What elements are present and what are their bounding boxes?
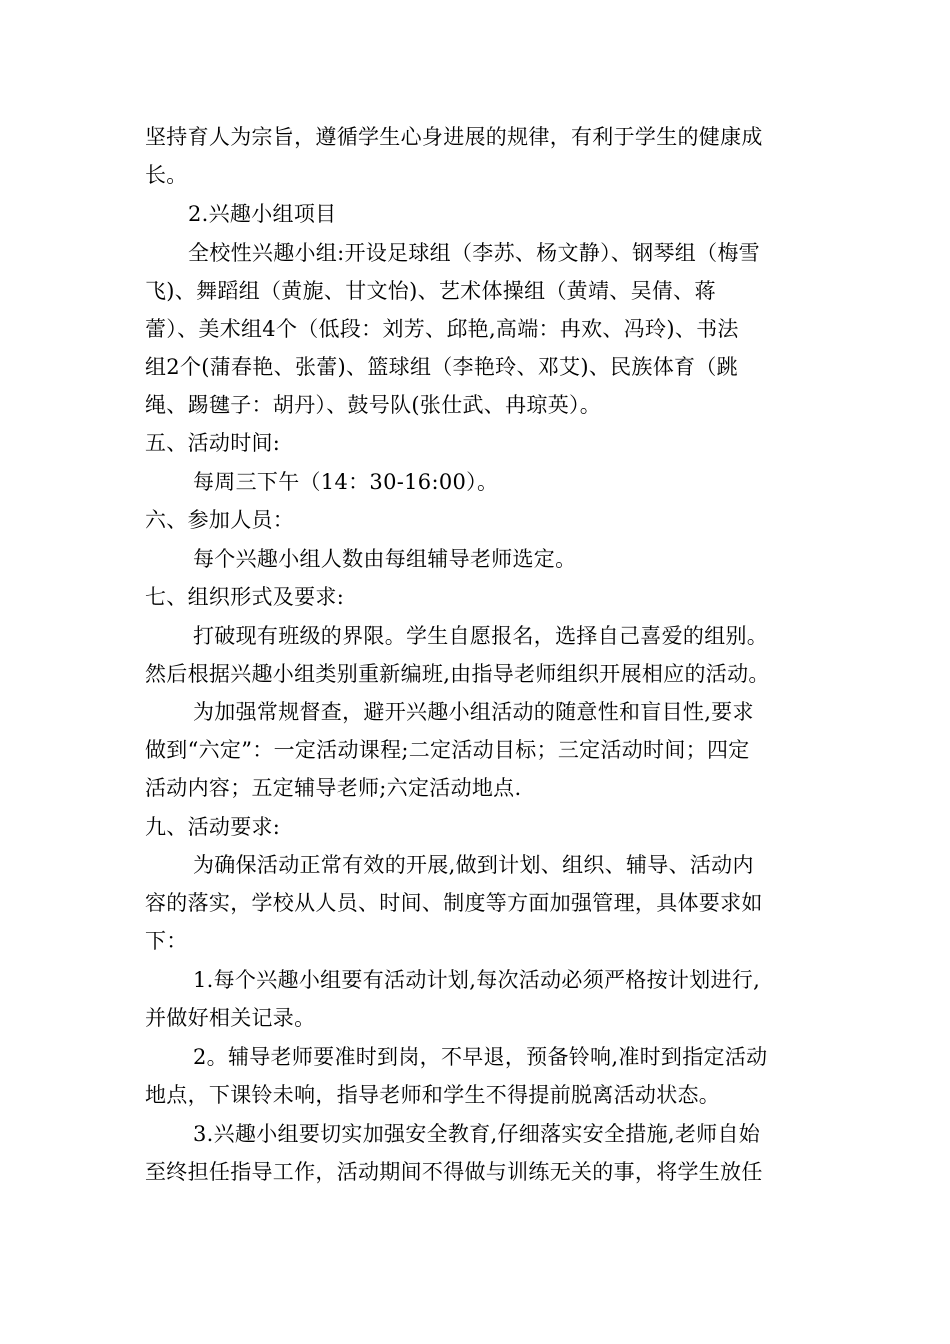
paragraph-line: 坚持育人为宗旨，遵循学生心身进展的规律，有利于学生的健康成 [145,125,763,149]
paragraph-line: 1.每个兴趣小组要有活动计划,每次活动必须严格按计划进行, [193,968,761,992]
paragraph-line: 飞)、舞蹈组（黄旎、甘文怡)、艺术体操组（黄靖、吴倩、蒋 [145,279,716,303]
paragraph-line: 蕾）、美术组4个（低段：刘芳、邱艳,高端：冉欢、冯玲)、书法 [145,317,739,341]
paragraph-line: 全校性兴趣小组:开设足球组（李苏、杨文静）、钢琴组（梅雪 [188,241,760,265]
paragraph-line: 3.兴趣小组要切实加强安全教育,仔细落实安全措施,老师自始 [193,1122,761,1146]
paragraph-line: 并做好相关记录。 [145,1006,316,1030]
paragraph-line: 绳、踢毽子：胡丹）、鼓号队(张仕武、冉琼英）。 [145,393,602,417]
paragraph-line: 至终担任指导工作，活动期间不得做与训练无关的事，将学生放任 [145,1160,763,1184]
paragraph-line: 为确保活动正常有效的开展,做到计划、组织、辅导、活动内 [193,853,754,877]
section-heading: 六、参加人员： [145,508,295,532]
section-heading: 七、组织形式及要求: [145,585,345,609]
paragraph-line: 长。 [145,163,188,187]
paragraph-line: 每周三下午（14：30-16:00）。 [193,470,499,494]
paragraph-line: 为加强常规督查，避开兴趣小组活动的随意性和盲目性,要求 [193,700,754,724]
paragraph-line: 然后根据兴趣小组类别重新编班,由指导老师组织开展相应的活动。 [145,662,770,686]
paragraph-line: 每个兴趣小组人数由每组辅导老师选定。 [193,547,577,571]
paragraph-line: 2。辅导老师要准时到岗，不早退，预备铃响,准时到指定活动 [193,1045,768,1069]
section-heading: 2.兴趣小组项目 [188,202,337,226]
paragraph-line: 打破现有班级的界限。学生自愿报名，选择自己喜爱的组别。 [193,624,769,648]
paragraph-line: 下： [145,929,188,953]
paragraph-line: 组2个(蒲春艳、张蕾)、篮球组（李艳玲、邓艾)、民族体育（跳 [145,355,738,379]
paragraph-line: 容的落实，学校从人员、时间、制度等方面加强管理，具体要求如 [145,891,763,915]
paragraph-line: 地点，下课铃未响，指导老师和学生不得提前脱离活动状态。 [145,1083,721,1107]
paragraph-line: 活动内容；五定辅导老师;六定活动地点. [145,776,522,800]
paragraph-line: 做到“六定”：一定活动课程;二定活动目标；三定活动时间；四定 [145,738,750,762]
section-heading: 九、活动要求: [145,815,281,839]
section-heading: 五、活动时间: [145,431,281,455]
